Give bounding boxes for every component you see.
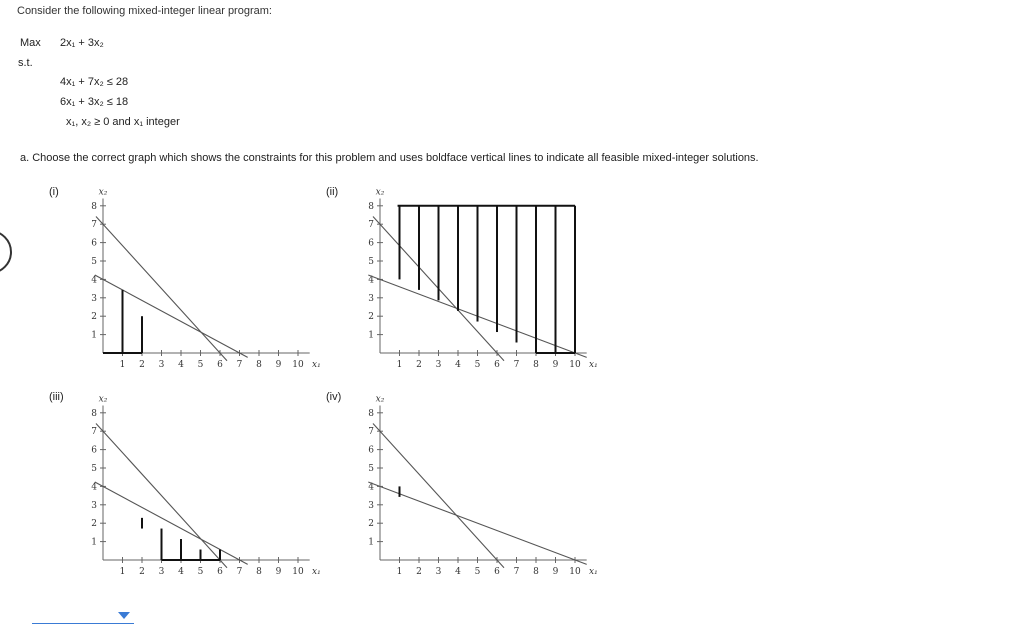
x-tick-label: 1 (396, 567, 403, 577)
x-tick-label: 6 (217, 567, 223, 577)
x-tick-label: 8 (533, 567, 539, 577)
x-tick-label: 2 (139, 360, 145, 370)
x-tick-label: 2 (139, 567, 145, 577)
y-tick-label: 5 (91, 257, 97, 267)
x-tick-label: 3 (435, 360, 442, 370)
y-tick-label: 4 (91, 275, 97, 286)
graph-ii[interactable] (368, 187, 597, 370)
y-tick-label: 7 (368, 427, 374, 438)
x-tick-label: 5 (474, 360, 481, 370)
graph-iii[interactable] (91, 394, 320, 577)
x-axis-label: x₁ (312, 567, 321, 577)
constraint-line (95, 482, 248, 564)
x-tick-label: 2 (416, 567, 422, 577)
x-tick-label: 10 (292, 360, 304, 370)
constraint-1: 4x₁ + 7x₂ ≤ 28 (60, 76, 129, 88)
x-tick-label: 3 (158, 360, 165, 370)
constraint-line (368, 482, 586, 564)
x-tick-label: 4 (178, 567, 184, 577)
x-tick-label: 2 (416, 360, 422, 370)
x-axis-label: x₁ (589, 567, 598, 577)
y-tick-label: 6 (91, 445, 97, 456)
y-tick-label: 1 (368, 537, 374, 548)
x-tick-label: 7 (513, 360, 520, 370)
y-tick-label: 3 (368, 293, 374, 304)
objective-function: 2x₁ + 3x₂ (60, 37, 104, 49)
problem-intro: Consider the following mixed-integer linear program: (17, 5, 272, 17)
y-tick-label: 8 (368, 408, 374, 419)
x-tick-label: 5 (474, 567, 481, 577)
x-tick-label: 1 (119, 567, 126, 577)
x-tick-label: 1 (119, 360, 126, 370)
x-tick-label: 4 (178, 360, 184, 370)
graph-label-iv: (iv) (326, 391, 342, 403)
y-tick-label: 1 (368, 330, 374, 341)
x-axis-label: x₁ (312, 360, 321, 370)
answer-dropdown[interactable] (32, 608, 134, 624)
y-tick-label: 3 (91, 500, 97, 511)
constraint-2: 6x₁ + 3x₂ ≤ 18 (60, 96, 129, 108)
graph-label-iii: (iii) (49, 391, 64, 403)
y-tick-label: 3 (91, 293, 97, 304)
y-axis-label: x₂ (375, 187, 385, 198)
x-tick-label: 4 (455, 567, 461, 577)
x-tick-label: 10 (292, 567, 304, 577)
x-tick-label: 7 (236, 360, 243, 370)
x-tick-label: 9 (275, 567, 282, 577)
y-axis-label: x₂ (375, 394, 385, 405)
question-a: a. Choose the correct graph which shows the constraints for this problem and uses boldface vertical lines to indicate all feasible mixed-integer solutions. (20, 152, 759, 164)
x-tick-label: 3 (435, 567, 442, 577)
constraint-line (95, 275, 248, 357)
y-tick-label: 5 (368, 257, 374, 267)
x-axis-label: x₁ (589, 360, 598, 370)
constraint-3: x₁, x₂ ≥ 0 and x₁ integer (66, 116, 180, 128)
y-tick-label: 5 (368, 464, 374, 474)
x-tick-label: 3 (158, 567, 165, 577)
graph-i[interactable] (91, 187, 320, 370)
x-tick-label: 6 (217, 360, 223, 370)
graph-label-ii: (ii) (326, 186, 339, 198)
y-tick-label: 3 (368, 500, 374, 511)
y-tick-label: 4 (91, 482, 97, 493)
x-tick-label: 5 (197, 360, 204, 370)
y-tick-label: 7 (91, 220, 97, 231)
y-axis-label: x₂ (98, 187, 108, 198)
y-tick-label: 1 (91, 330, 97, 341)
x-tick-label: 6 (494, 567, 500, 577)
y-tick-label: 7 (91, 427, 97, 438)
y-tick-label: 6 (368, 445, 374, 456)
graph-label-i: (i) (49, 186, 59, 198)
constraint-line (96, 216, 227, 360)
y-tick-label: 7 (368, 220, 374, 231)
y-tick-label: 6 (91, 238, 97, 249)
x-tick-label: 8 (256, 567, 262, 577)
y-axis-label: x₂ (98, 394, 108, 405)
x-tick-label: 8 (533, 360, 539, 370)
subject-to-label: s.t. (18, 57, 33, 69)
y-tick-label: 2 (91, 312, 97, 323)
y-tick-label: 6 (368, 238, 374, 249)
y-tick-label: 4 (368, 482, 374, 493)
x-tick-label: 7 (513, 567, 520, 577)
x-tick-label: 9 (275, 360, 282, 370)
constraint-line (373, 423, 504, 567)
x-tick-label: 9 (552, 360, 559, 370)
y-tick-label: 1 (91, 537, 97, 548)
x-tick-label: 5 (197, 567, 204, 577)
x-tick-label: 1 (396, 360, 403, 370)
x-tick-label: 9 (552, 567, 559, 577)
y-tick-label: 8 (368, 201, 374, 212)
x-tick-label: 6 (494, 360, 500, 370)
y-tick-label: 4 (368, 275, 374, 286)
x-tick-label: 10 (569, 360, 581, 370)
max-label: Max (20, 37, 41, 49)
y-tick-label: 2 (91, 519, 97, 530)
y-tick-label: 8 (91, 408, 97, 419)
x-tick-label: 7 (236, 567, 243, 577)
x-tick-label: 10 (569, 567, 581, 577)
y-tick-label: 8 (91, 201, 97, 212)
y-tick-label: 5 (91, 464, 97, 474)
x-tick-label: 8 (256, 360, 262, 370)
y-tick-label: 2 (368, 519, 374, 530)
x-tick-label: 4 (455, 360, 461, 370)
chevron-down-icon (118, 612, 130, 619)
y-tick-label: 2 (368, 312, 374, 323)
graph-iv[interactable] (368, 394, 597, 577)
